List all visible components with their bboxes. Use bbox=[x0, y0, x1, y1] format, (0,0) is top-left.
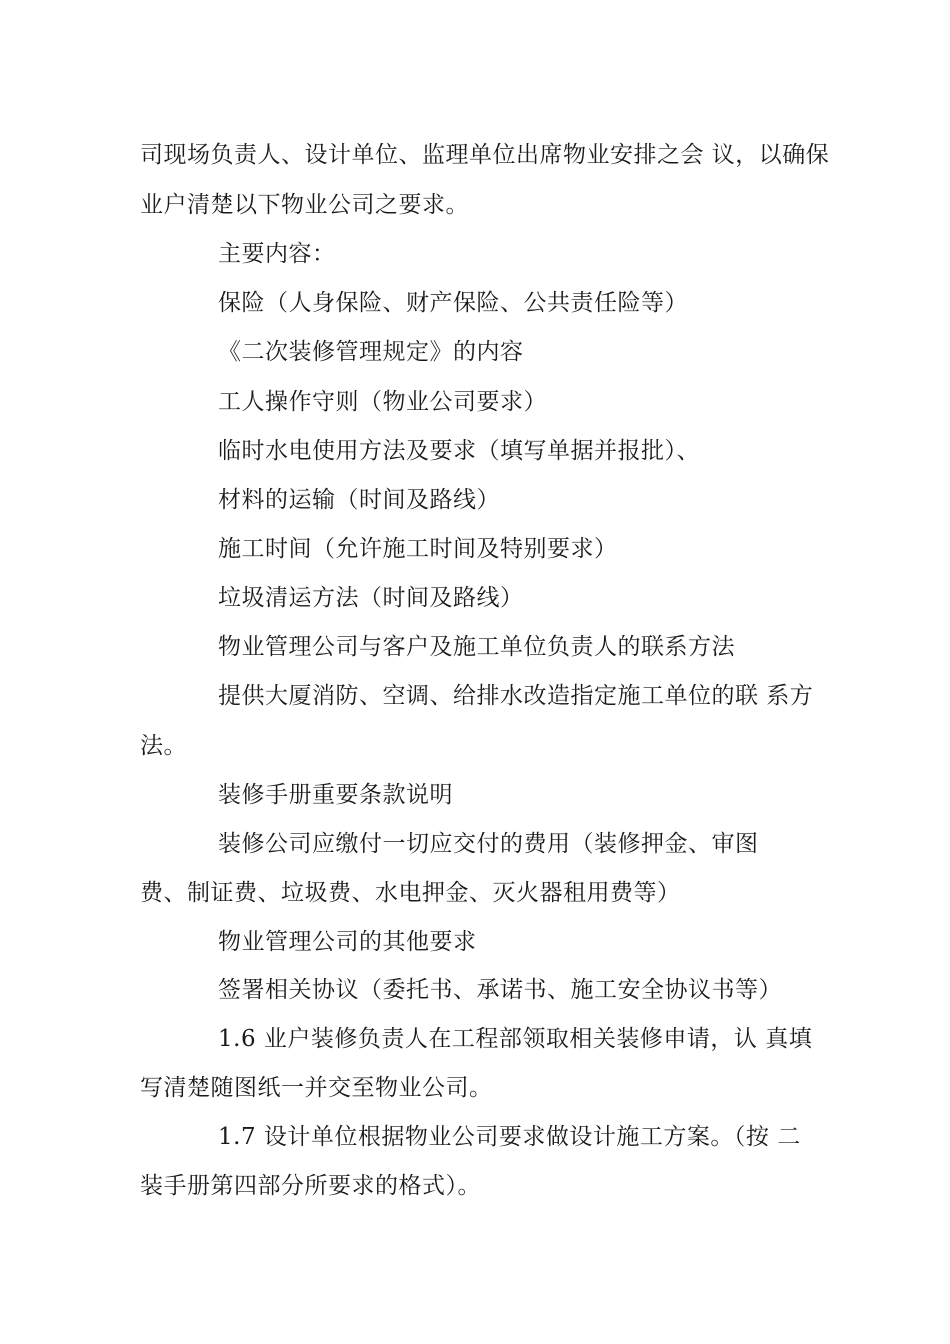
text-line: 保险（人身保险、财产保险、公共责任险等） bbox=[218, 290, 688, 316]
text-line: 签署相关协议（委托书、承诺书、施工安全协议书等） bbox=[218, 977, 782, 1003]
text-line: 业户清楚以下物业公司之要求。 bbox=[140, 192, 469, 218]
text-line: 物业管理公司与客户及施工单位负责人的联系方法 bbox=[218, 634, 735, 660]
text-line: 提供大厦消防、空调、给排水改造指定施工单位的联 系方 bbox=[218, 683, 814, 709]
text-line: 《二次装修管理规定》的内容 bbox=[218, 339, 524, 365]
text-line: 写清楚随图纸一并交至物业公司。 bbox=[140, 1075, 493, 1101]
text-line: 工人操作守则（物业公司要求） bbox=[218, 389, 547, 415]
text-line: 1.6 业户装修负责人在工程部领取相关装修申请，认 真填 bbox=[218, 1026, 813, 1052]
text-line: 司现场负责人、设计单位、监理单位出席物业安排之会 议，以确保 bbox=[140, 142, 830, 168]
text-line: 装手册第四部分所要求的格式）。 bbox=[140, 1173, 481, 1199]
text-line: 1.7 设计单位根据物业公司要求做设计施工方案。（按 二 bbox=[218, 1124, 801, 1150]
text-line: 材料的运输（时间及路线） bbox=[218, 487, 500, 513]
text-line: 临时水电使用方法及要求（填写单据并报批）、 bbox=[218, 438, 700, 464]
text-line: 法。 bbox=[140, 733, 187, 759]
text-line: 垃圾清运方法（时间及路线） bbox=[218, 585, 524, 611]
text-line: 装修手册重要条款说明 bbox=[218, 782, 453, 808]
text-line: 费、制证费、垃圾费、水电押金、灭火器租用费等） bbox=[140, 880, 681, 906]
text-line: 装修公司应缴付一切应交付的费用（装修押金、审图 bbox=[218, 831, 759, 857]
text-line: 物业管理公司的其他要求 bbox=[218, 929, 477, 955]
text-line: 施工时间（允许施工时间及特别要求） bbox=[218, 536, 618, 562]
text-line: 主要内容： bbox=[218, 241, 336, 267]
